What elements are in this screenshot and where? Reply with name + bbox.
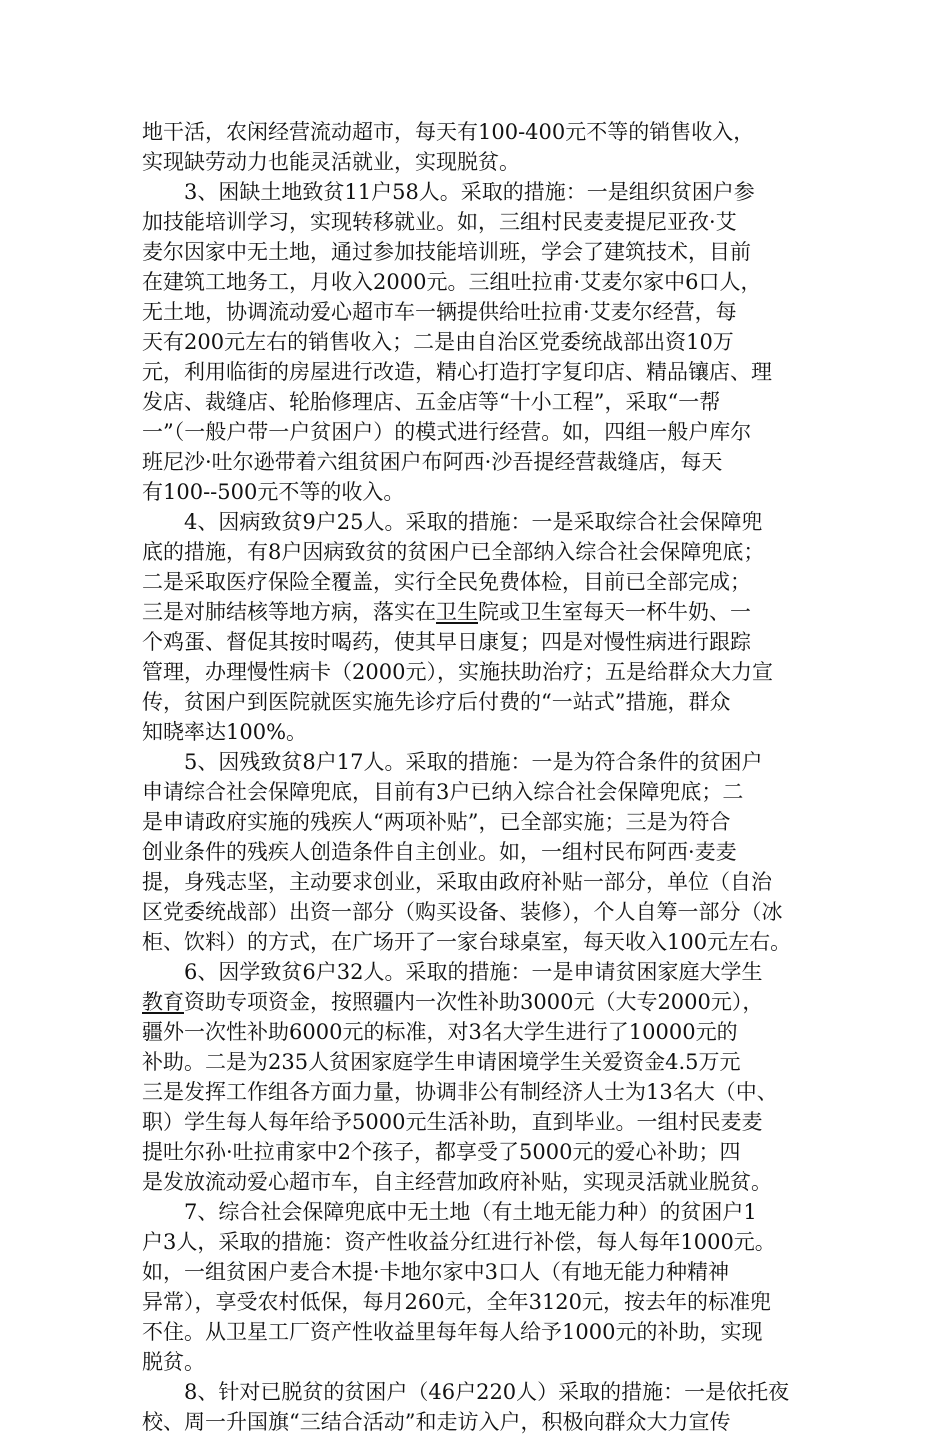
text-line: 传，贫困户到医院就医实施先诊疗后付费的“一站式”措施，群众 [142,690,731,714]
text-line: 柜、饮料）的方式，在广场开了一家台球桌室，每天收入100元左右。 [142,930,792,954]
text-line [142,597,814,627]
text-line: 7、综合社会保障兜底中无土地（有土地无能力种）的贫困户1 [184,1200,757,1224]
text-line: 三是发挥工作组各方面力量，协调非公有制经济人士为13名大（中、 [142,1080,778,1104]
text-line: 职）学生每人每年给予5000元生活补助，直到毕业。一组村民麦麦 [142,1110,763,1134]
text-segment: 院或卫生室每天一杯牛奶、一 [478,600,751,624]
text-line: 疆外一次性补助6000元的标准，对3名大学生进行了10000元的 [142,1020,738,1044]
text-line: 班尼沙·吐尔逊带着六组贫困户布阿西·沙吾提经营裁缝店，每天 [142,450,723,474]
text-line: 不住。从卫星工厂资产性收益里每年每人给予1000元的补助，实现 [142,1320,763,1344]
text-line: 申请综合社会保障兜底，目前有3户已纳入综合社会保障兜底；二 [142,780,744,804]
text-line: 户3人，采取的措施：资产性收益分红进行补偿，每人每年1000元。 [142,1230,776,1254]
text-line: 二是采取医疗保险全覆盖，实行全民免费体检，目前已全部完成； [142,570,751,594]
text-line: 在建筑工地务工，月收入2000元。三组吐拉甫·艾麦尔家中6口人， [142,270,762,294]
text-line [142,987,814,1017]
text-line: 有100--500元不等的收入。 [142,480,405,504]
text-line: 一”（一般户带一户贫困户）的模式进行经营。如，四组一般户库尔 [142,420,752,444]
text-line: 3、困缺土地致贫11户58人。采取的措施：一是组织贫困户参 [184,180,755,204]
text-line: 麦尔因家中无土地，通过参加技能培训班，学会了建筑技术，目前 [142,240,751,264]
text-line: 创业条件的残疾人创造条件自主创业。如，一组村民布阿西·麦麦 [142,840,737,864]
text-line: 6、因学致贫6户32人。采取的措施：一是申请贫困家庭大学生 [184,960,763,984]
text-line: 元，利用临街的房屋进行改造，精心打造打字复印店、精品镶店、理 [142,360,772,384]
underlined-term: 教育 [142,990,184,1014]
text-line: 提，身残志坚，主动要求创业，采取由政府补贴一部分，单位（自治 [142,870,772,894]
text-line: 5、因残致贫8户17人。采取的措施：一是为符合条件的贫困户 [184,750,763,774]
text-line: 是发放流动爱心超市车，自主经营加政府补贴，实现灵活就业脱贫。 [142,1170,772,1194]
text-segment: 三是对肺结核等地方病，落实在 [142,600,436,624]
text-line: 区党委统战部）出资一部分（购买设备、装修），个人自筹一部分（冰 [142,900,783,924]
text-line: 是申请政府实施的残疾人“两项补贴”，已全部实施；三是为符合 [142,810,731,834]
text-line: 个鸡蛋、督促其按时喝药，使其早日康复；四是对慢性病进行跟踪 [142,630,751,654]
text-line: 如，一组贫困户麦合木提·卡地尔家中3口人（有地无能力种精神 [142,1260,730,1284]
text-line: 发店、裁缝店、轮胎修理店、五金店等“十小工程”，采取“一帮 [142,390,721,414]
text-line: 底的措施，有8户因病致贫的贫困户已全部纳入综合社会保障兜底； [142,540,765,564]
text-segment: 资助专项资金，按照疆内一次性补助3000元（大专2000元）， [184,990,764,1014]
text-line: 8、针对已脱贫的贫困户（46户220人）采取的措施：一是依托夜 [184,1380,790,1404]
text-line: 校、周一升国旗“三结合活动”和走访入户，积极向群众大力宣传 [142,1410,731,1434]
text-line: 补助。二是为235人贫困家庭学生申请困境学生关爱资金4.5万元 [142,1050,741,1074]
text-line: 异常），享受农村低保，每月260元，全年3120元，按去年的标准兜 [142,1290,772,1314]
text-line: 无土地，协调流动爱心超市车一辆提供给吐拉甫·艾麦尔经营，每 [142,300,737,324]
text-line: 实现缺劳动力也能灵活就业，实现脱贫。 [142,150,520,174]
text-line: 加技能培训学习，实现转移就业。如，三组村民麦麦提尼亚孜·艾 [142,210,737,234]
document-body [142,117,814,1437]
text-line: 脱贫。 [142,1350,205,1374]
text-line: 天有200元左右的销售收入；二是由自治区党委统战部出资10万 [142,330,734,354]
text-line: 管理，办理慢性病卡（2000元），实施扶助治疗；五是给群众大力宣 [142,660,773,684]
text-line: 提吐尔孙·吐拉甫家中2个孩子，都享受了5000元的爱心补助；四 [142,1140,741,1164]
text-line: 4、因病致贫9户25人。采取的措施：一是采取综合社会保障兜 [184,510,763,534]
text-line: 地干活，农闲经营流动超市，每天有100-400元不等的销售收入， [142,120,755,144]
text-line: 知晓率达100%。 [142,720,308,744]
underlined-term: 卫生 [436,600,478,624]
